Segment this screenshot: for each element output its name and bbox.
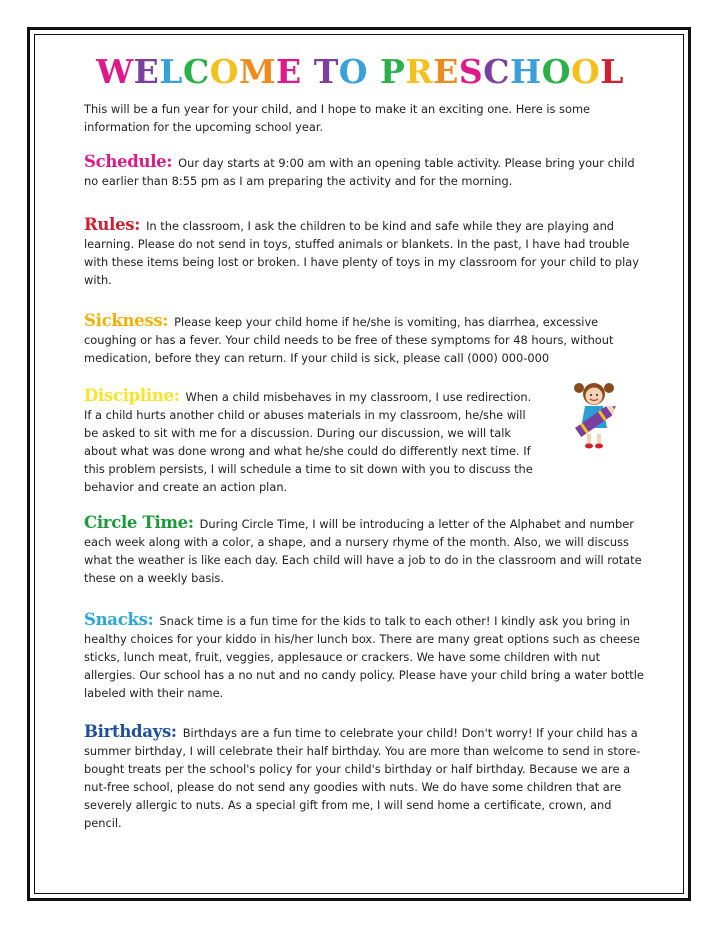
title-letter: C xyxy=(182,52,210,91)
discipline-section xyxy=(84,387,534,497)
sickness-text: Please keep your child home if he/she is vomiting, has diarrhea, excessive coughing or has a fever. Your child needs to be free of these symptoms for 48 hours, without medication, before they can return. If your child is sick, please call (000) 000-000 xyxy=(84,315,614,366)
title-letter: H xyxy=(510,52,542,91)
sickness-heading: Sickness: xyxy=(84,311,169,330)
rules-text: In the classroom, I ask the children to be kind and safe while they are playing and learning. Please do not send in toys, stuffed animals or blankets. In the past, I have had trouble with these items being lost or broken. I have plenty of toys in my classroom for your child to play with. xyxy=(84,219,640,288)
discipline-text: When a child misbehaves in my classroom, I use redirection. If a child hurts another child or abuses materials in my classroom, he/she will be asked to sit with me for a discussion. During our discussion, we will talk about what was done wrong and what he/she could do differently next time. If this problem persists, I will schedule a time to sit down with you to discuss the behavior and create an action plan. xyxy=(84,390,533,495)
title-letter: R xyxy=(405,52,434,91)
circle-time-section xyxy=(84,514,644,587)
schedule-section xyxy=(84,153,644,190)
birthdays-text: Birthdays are a fun time to celebrate your child! Don't worry! If your child has a summer birthday, I will celebrate their half birthday. You are more than welcome to send in store-bought treats per the school's policy for your child's birthday or half birthday. Because we are a nut-free school, please do not send any goodies with nuts. We do have some children that are severely allergic to nuts. As a special gift from me, I will send home a certificate, crown, and pencil. xyxy=(84,726,641,831)
title-letter: T xyxy=(313,52,339,91)
title-letter: C xyxy=(483,52,511,91)
page-title xyxy=(0,52,720,91)
title-letter xyxy=(302,52,314,91)
title-letter: E xyxy=(433,52,459,91)
snacks-text: Snack time is a fun time for the kids to talk to each other! I kindly ask you bring in healthy choices for your kiddo in his/her lunch box. There are many great options such as cheese sticks, lunch meat, fruit, veggies, applesauce or crackers. We have some children with nut allergies. Our school has a no nut and no candy policy. Please have your child bring a water bottle labeled with their name. xyxy=(84,614,644,701)
rules-section xyxy=(84,216,644,289)
sickness-section xyxy=(84,312,644,367)
snacks-heading: Snacks: xyxy=(84,610,154,629)
title-letter: E xyxy=(133,52,160,91)
birthdays-heading: Birthdays: xyxy=(84,722,177,741)
intro-paragraph: This will be a fun year for your child, and I hope to make it an exciting one. Here is some information for the upcoming school year. xyxy=(84,102,591,135)
rules-heading: Rules: xyxy=(84,215,141,234)
snacks-section xyxy=(84,611,644,702)
title-letter: P xyxy=(380,52,406,91)
title-letter: W xyxy=(96,52,134,91)
girl-with-crayon-icon xyxy=(565,378,623,450)
birthdays-section xyxy=(84,723,644,833)
title-letter: O xyxy=(570,52,601,91)
circle-time-text: During Circle Time, I will be introducing a letter of the Alphabet and number each week along with a color, a shape, and a nursery rhyme of the month. Also, we will discuss what the weather is like each day. Each child will have a job to do in the classroom and will rotate these on a weekly basis. xyxy=(84,517,642,586)
schedule-text: Our day starts at 9:00 am with an opening table activity. Please bring your child no earlier than 8:55 pm as I am preparing the activity and for the morning. xyxy=(84,156,635,189)
title-letter xyxy=(368,52,380,91)
title-letter: L xyxy=(600,52,624,91)
title-letter: L xyxy=(159,52,183,91)
title-letter: O xyxy=(541,52,571,91)
title-letter: M xyxy=(239,52,277,91)
schedule-heading: Schedule: xyxy=(84,152,173,171)
title-letter: O xyxy=(209,52,239,91)
circle-time-heading: Circle Time: xyxy=(84,513,194,532)
title-letter: S xyxy=(458,52,484,91)
title-letter: E xyxy=(276,52,302,91)
title-letter: O xyxy=(338,52,368,91)
discipline-heading: Discipline: xyxy=(84,386,180,405)
